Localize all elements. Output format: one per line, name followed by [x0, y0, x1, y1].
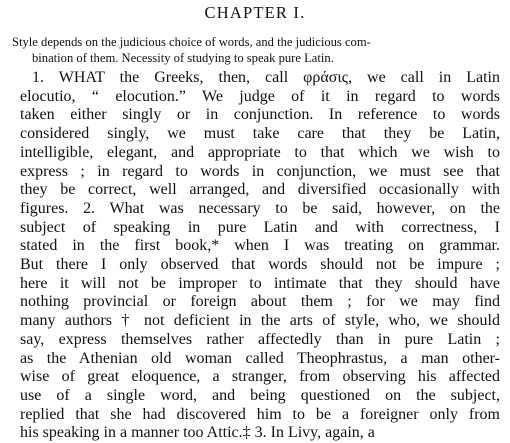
text-line: intelligible, elegant, and appropriate to that which we wish to [20, 143, 500, 161]
text-line: here it will not be improper to intimate that they should have [20, 274, 500, 292]
text-line: many authors † not deficient in the arts of style, who, we should [20, 312, 500, 330]
text-line: But there I only observed that words should not be impure ; [20, 256, 500, 274]
summary-line: Style depends on the judicious choice of words, and the judicious com- [12, 35, 371, 49]
summary-line: bination of them. Necessity of studying to speak pure Latin. [32, 51, 334, 65]
text-line: elocutio, “ elocution.” We judge of it in regard to words [20, 87, 500, 105]
text-line: they be correct, well arranged, and diversified occasionally with [20, 181, 500, 199]
text-line: say, express themselves rather affectedly than in pure Latin ; [20, 330, 500, 348]
text-line: his speaking in a manner too Attic.‡ 3. In Livy, again, a [20, 424, 375, 442]
text-line: subject of speaking in pure Latin and with correctness, I [20, 218, 500, 236]
text-line: stated in the first book,* when I was treating on grammar. [20, 237, 500, 255]
text-line: express ; in regard to words in conjunction, we must see that [20, 162, 500, 180]
chapter-summary [12, 34, 500, 66]
body-text [20, 69, 500, 443]
text-line: as the Athenian old woman called Theophrastus, a man other- [20, 349, 500, 367]
text-line: replied that she had discovered him to be a foreigner only from [20, 405, 500, 423]
text-line: use of a single word, and being questioned on the subject, [20, 386, 500, 404]
text-line: nothing provincial or foreign about them ; for we may find [20, 293, 500, 311]
text-line: figures. 2. What was necessary to be said, however, on the [20, 199, 500, 217]
text-line: taken either singly or in conjunction. In reference to words [20, 106, 500, 124]
text-line: considered singly, we must take care that they be Latin, [20, 125, 500, 143]
chapter-heading: CHAPTER I. [204, 3, 306, 22]
text-line: wise of great eloquence, a stranger, from observing his affected [20, 368, 500, 386]
text-line: 1. WHAT the Greeks, then, call φράσις, we call in Latin [32, 69, 500, 86]
